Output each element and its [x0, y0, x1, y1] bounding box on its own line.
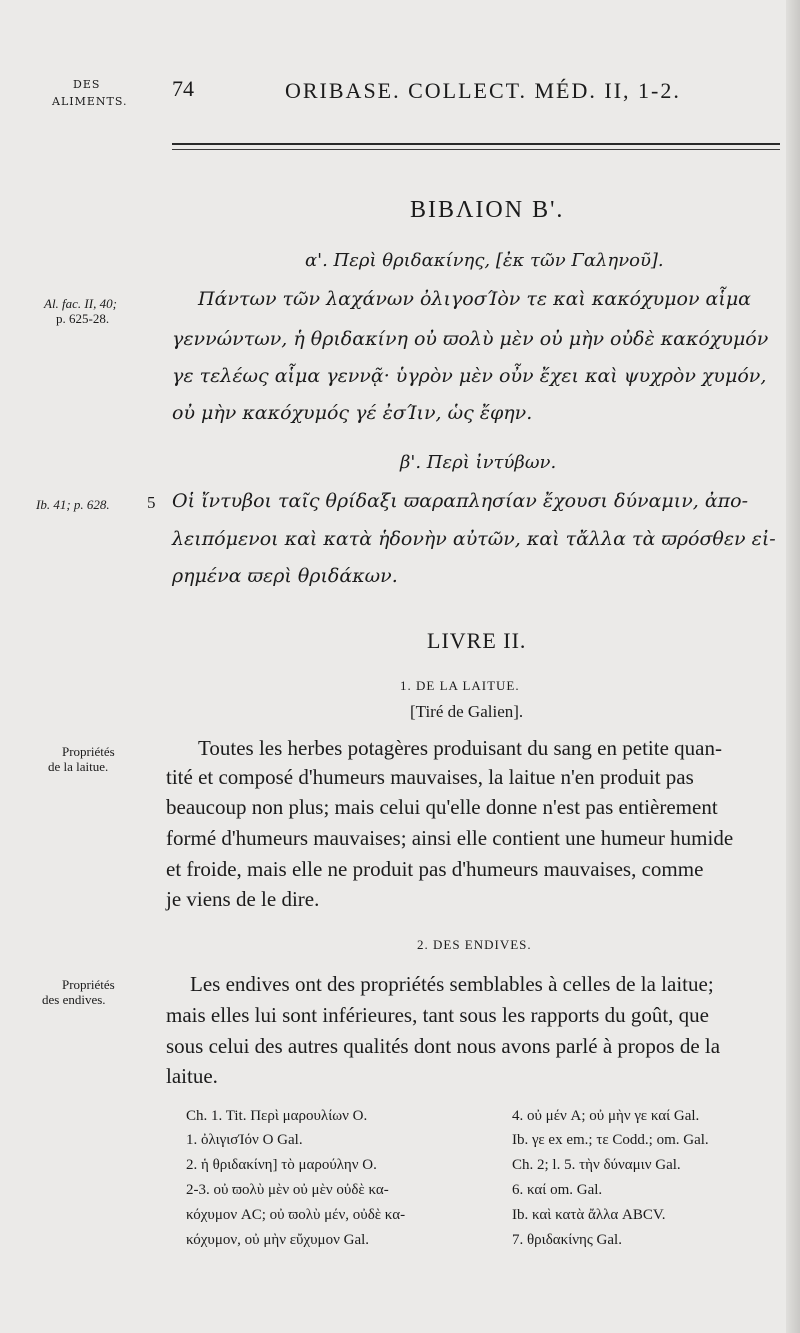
french-chapter-1-line: et froide, mais elle ne produit pas d'humeurs mauvaises, comme [166, 857, 704, 881]
greek-chapter-2-margin-ref: Ib. 41; p. 628. [36, 497, 110, 512]
apparatus-note-left: κόχυμον AC; οὐ ϖολὺ μέν, οὐδὲ κα- [186, 1207, 406, 1223]
greek-chapter-1-line: οὐ μὴν κακόχυμός γέ ἐσΊιν, ὡς ἔφην. [172, 402, 533, 424]
french-chapter-1-line: je viens de le dire. [166, 887, 320, 911]
french-chapter-2-margin-note: Propriétés des endives. [42, 977, 115, 1007]
french-chapter-2-line: laitue. [166, 1064, 218, 1088]
french-chapter-2-line: Les endives ont des propriétés semblables à celles de la laitue; [190, 972, 714, 996]
apparatus-note-left: 1. ὀλιγισΊόν O Gal. [186, 1132, 303, 1148]
page-number: 74 [172, 76, 194, 101]
greek-chapter-2-heading: β'. Περὶ ἰντύβων. [400, 452, 557, 473]
apparatus-note-right: 6. καί om. Gal. [512, 1182, 603, 1198]
apparatus-note-right: Ib. γε ex em.; τε Codd.; om. Gal. [512, 1132, 709, 1148]
apparatus-note-left: 2. ἡ θριδακίνη] τὸ μαρούλην O. [186, 1157, 377, 1173]
greek-chapter-1-heading: α'. Περὶ θριδακίνης, [ἐκ τῶν Γαληνοῦ]. [305, 250, 664, 271]
running-title: ORIBASE. COLLECT. MÉD. II, 1-2. [285, 78, 681, 103]
margin-header-top: DES [73, 78, 101, 91]
french-chapter-2-line: mais elles lui sont inférieures, tant sous les rapports du goût, que [166, 1003, 709, 1027]
header-rule-thick [172, 143, 780, 145]
french-chapter-1-line: formé d'humeurs mauvaises; ainsi elle contient une humeur humide [166, 826, 734, 850]
french-chapter-1-line: beaucoup non plus; mais celui qu'elle donne n'est pas entièrement [166, 795, 718, 819]
french-chapter-2-line: sous celui des autres qualités dont nous avons parlé à propos de la [166, 1034, 721, 1058]
greek-chapter-2-line: Οἱ ἴντυβοι ταῖς θρίδαξι ϖαραπλησίαν ἔχουσι δύναμιν, ἀπο- [172, 490, 749, 512]
page-edge [786, 0, 800, 1333]
apparatus-note-left: 2-3. οὐ ϖολὺ μὲν οὐ μὲν οὐδὲ κα- [186, 1182, 389, 1198]
margin-header-bottom: ALIMENTS. [52, 95, 128, 108]
greek-chapter-1-line: γεννώντων, ἡ θριδακίνη οὐ ϖολὺ μὲν οὐ μὴν οὐδὲ κακόχυμόν [172, 328, 769, 350]
apparatus-note-right: 4. οὐ μέν A; οὐ μὴν γε καί Gal. [512, 1108, 700, 1124]
line-number: 5 [147, 493, 156, 512]
greek-chapter-1-line: Πάντων τῶν λαχάνων ὀλιγοσΊὸν τε καὶ κακόχυμον αἷμα [198, 288, 752, 310]
french-chapter-1-source: [Tiré de Galien]. [410, 702, 524, 721]
french-chapter-1-line: Toutes les herbes potagères produisant du sang en petite quan- [198, 736, 722, 760]
apparatus-note-left: Ch. 1. Tit. Περὶ μαρουλίων O. [186, 1108, 368, 1124]
french-chapter-1-heading: 1. DE LA LAITUE. [400, 678, 520, 693]
french-book-title: LIVRE II. [427, 628, 527, 653]
apparatus-note-right: Ch. 2; l. 5. τὴν δύναμιν Gal. [512, 1157, 681, 1173]
greek-chapter-2-line: λειπόμενοι καὶ κατὰ ἡδονὴν αὐτῶν, καὶ τἄλλα τὰ ϖρόσθεν εἰ- [172, 528, 776, 550]
greek-chapter-1-margin-ref: Al. fac. II, 40; p. 625-28. [44, 296, 117, 326]
apparatus-note-right: 7. θριδακίνης Gal. [512, 1232, 622, 1248]
french-chapter-1-margin-note: Propriétés de la laitue. [48, 744, 115, 774]
apparatus-note-left: κόχυμον, οὐ μὴν εὔχυμον Gal. [186, 1232, 370, 1248]
greek-chapter-1-line: γε τελέως αἷμα γεννᾷ· ὑγρὸν μὲν οὖν ἔχει καὶ ψυχρὸν χυμόν, [172, 365, 767, 387]
french-chapter-2-heading: 2. DES ENDIVES. [417, 937, 532, 952]
greek-chapter-2-line: ρημένα ϖερὶ θριδάκων. [172, 565, 398, 587]
header-rule-thin [172, 149, 780, 150]
greek-book-title: BIΒΛΙΟΝ Β'. [410, 197, 565, 223]
french-chapter-1-line: tité et composé d'humeurs mauvaises, la laitue n'en produit pas [166, 765, 694, 789]
apparatus-note-right: Ib. καὶ κατὰ ἄλλα ABCV. [512, 1207, 666, 1223]
